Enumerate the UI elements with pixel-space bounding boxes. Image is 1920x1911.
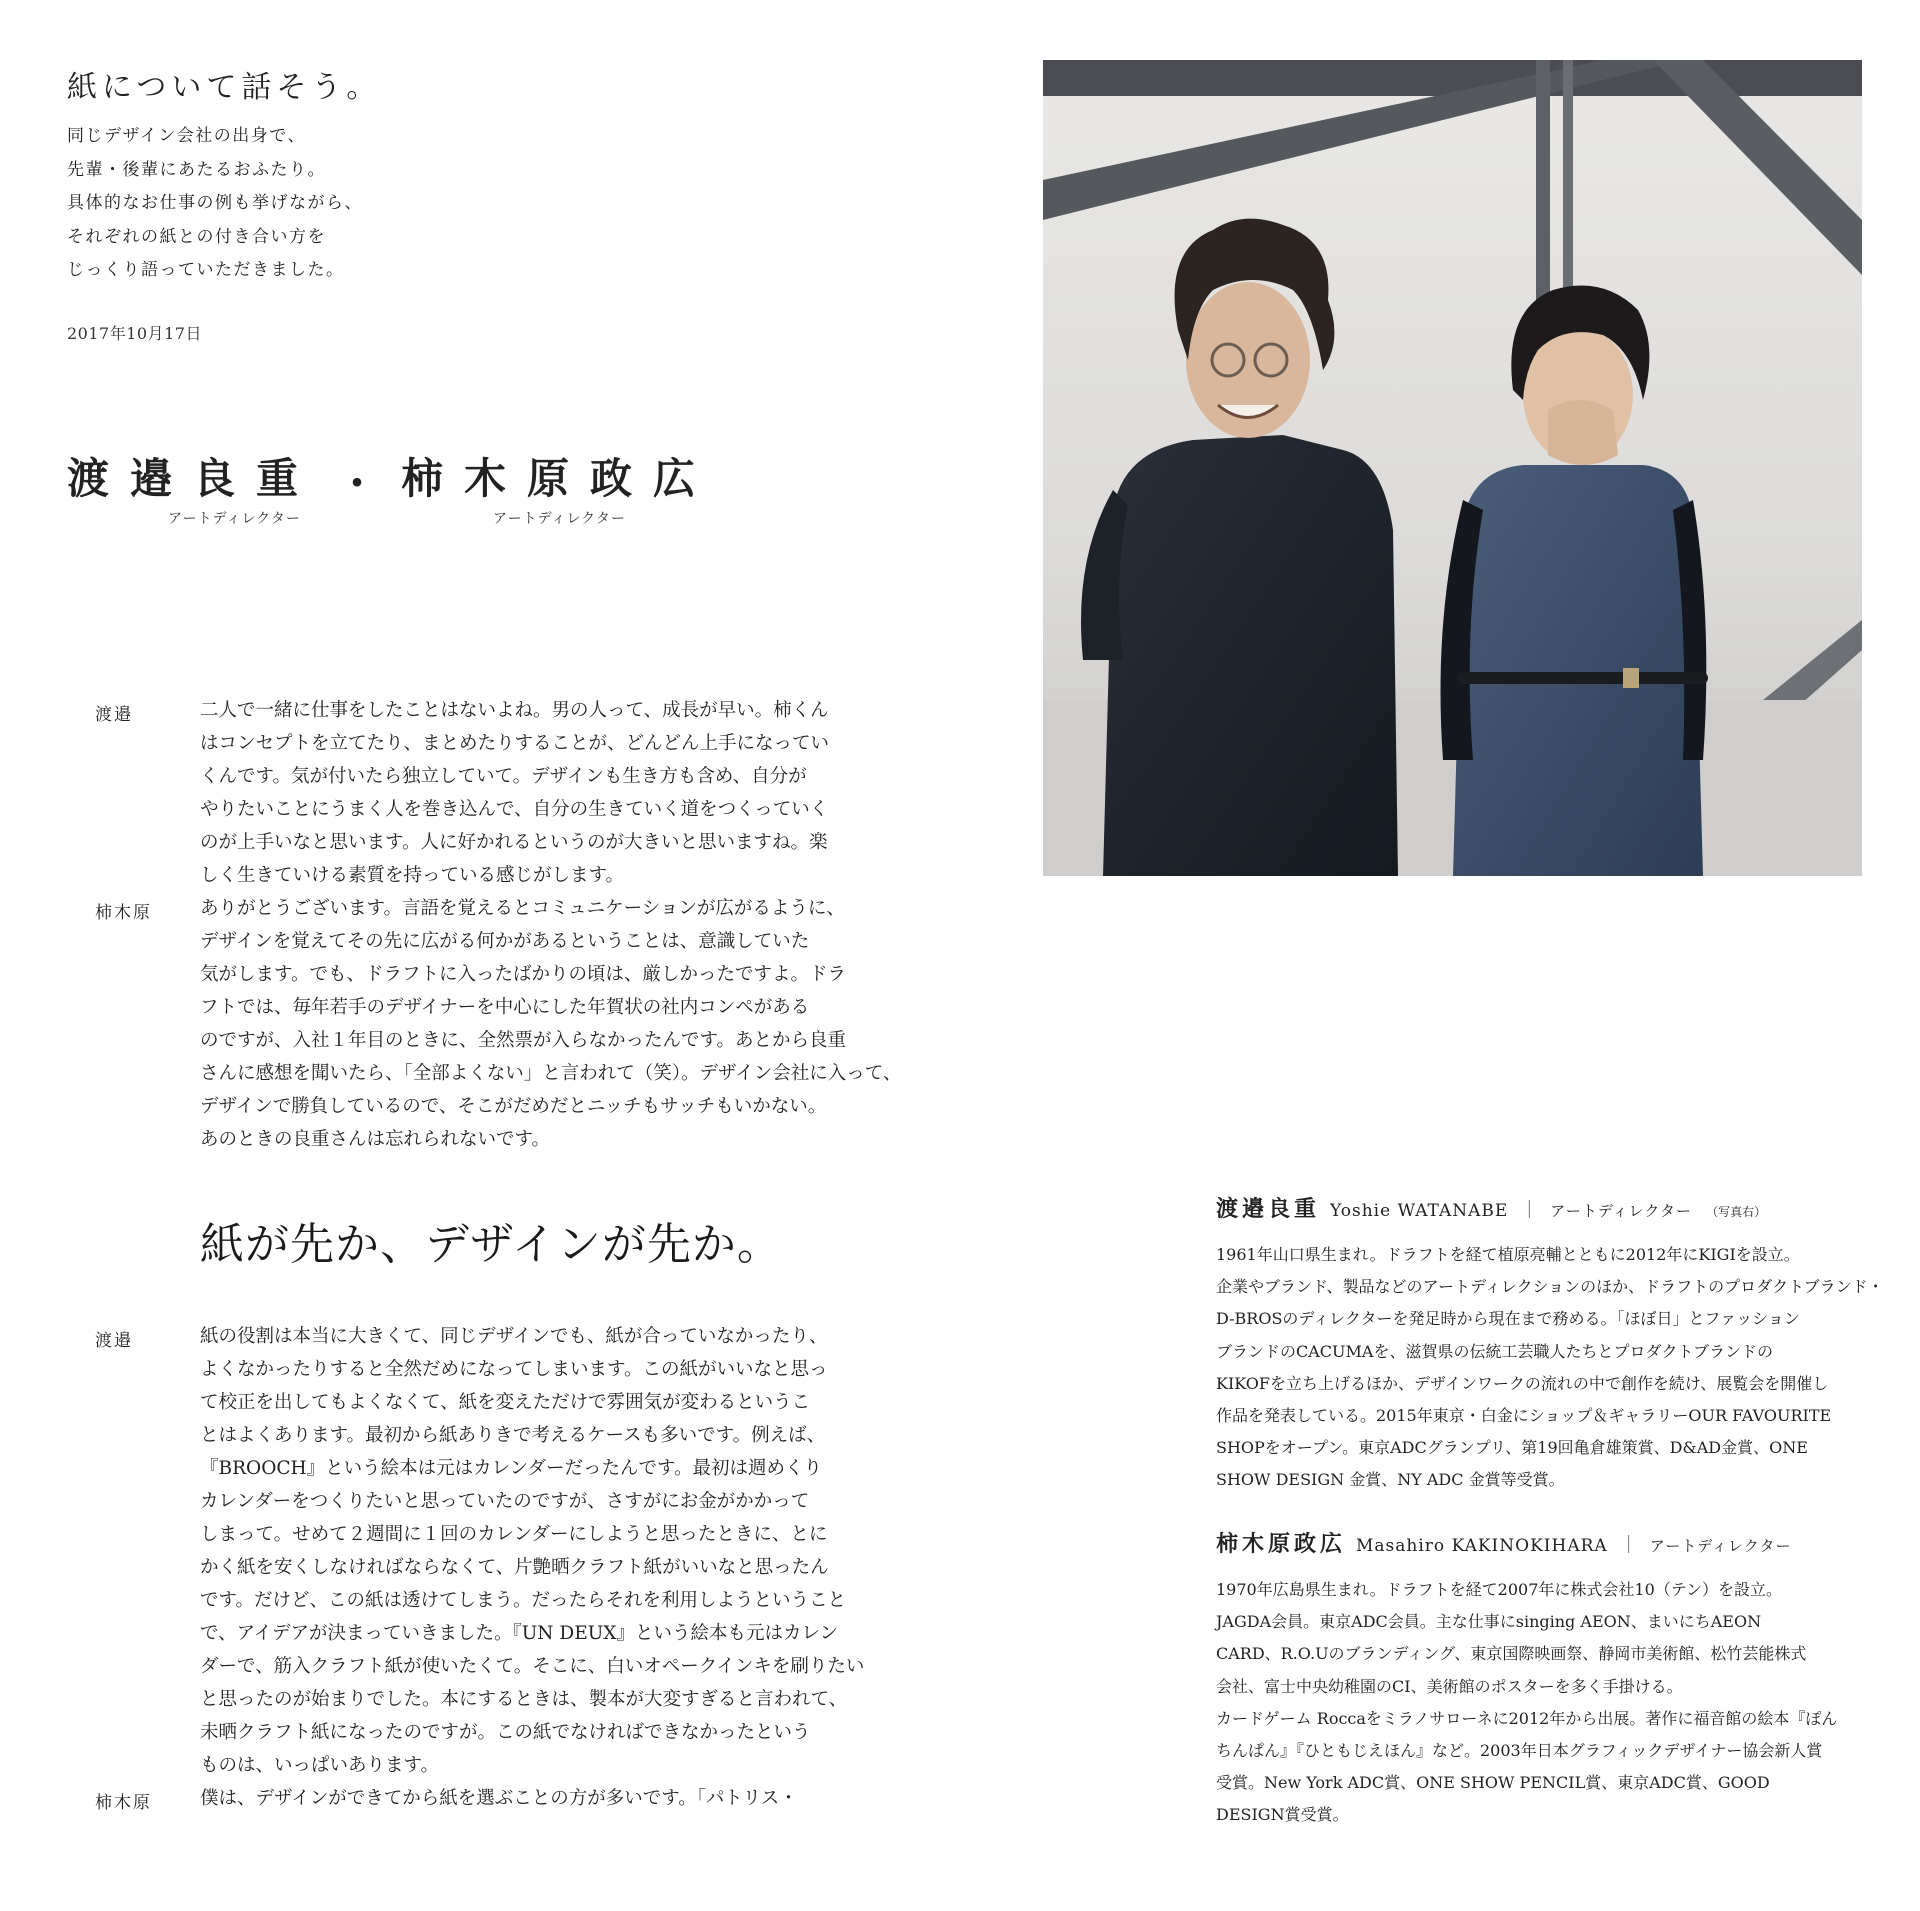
person-name: 柿木原政広 <box>401 454 717 503</box>
speech-line: 紙の役割は本当に大きくて、同じデザインでも、紙が合っていなかったり、 <box>200 1326 828 1347</box>
profile-role: アートディレクター <box>1649 1537 1792 1555</box>
bio-line: ちんぱん』『ひともじえほん』など。2003年日本グラフィックデザイナー協会新人賞 <box>1216 1741 1823 1761</box>
intro-line: それぞれの紙との付き合い方を <box>67 226 326 247</box>
profile-kakinokihara <box>1216 1527 1866 1832</box>
bio-line: D-BROSのディレクターを発足時から現在まで務める。「ほぼ日」とファッション <box>1216 1309 1800 1329</box>
speech-text <box>200 694 900 892</box>
person-right <box>401 446 717 527</box>
speech-line: やりたいことにうまく人を巻き込んで、自分の生きていく道をつくっていく <box>200 799 829 820</box>
speech-line: さんに感想を聞いたら、「全部よくない」と言われて（笑）。デザイン会社に入って、 <box>200 1063 902 1084</box>
profile-name-en: Masahiro KAKINOKIHARA <box>1356 1536 1608 1556</box>
profile-divider: ｜ <box>1619 1535 1638 1556</box>
speech-line: です。だけど、この紙は透けてしまう。だったらそれを利用しようということ <box>200 1590 847 1611</box>
bio-line: DESIGN賞受賞。 <box>1216 1805 1349 1825</box>
bio-line: JAGDA会員。東京ADC会員。主な仕事にsinging AEON、まいにちAEON <box>1216 1612 1762 1632</box>
speech-line: のが上手いなと思います。人に好かれるというのが大きいと思いますね。楽 <box>200 832 828 853</box>
speech-line: かく紙を安くしなければならなくて、片艶晒クラフト紙がいいなと思ったん <box>200 1557 829 1578</box>
speech-line: カレンダーをつくりたいと思っていたのですが、さすがにお金がかかって <box>200 1491 810 1512</box>
intro-text <box>67 120 363 288</box>
speech-line: ありがとうございます。言語を覚えるとコミュニケーションが広がるように、 <box>200 898 845 919</box>
bio-line: SHOW DESIGN 金賞、NY ADC 金賞等受賞。 <box>1216 1470 1565 1490</box>
speech-line: デザインを覚えてその先に広がる何かがあるということは、意識していた <box>200 931 810 952</box>
profile-bio <box>1216 1574 1866 1832</box>
publish-date: 2017年10月17日 <box>67 324 202 343</box>
bio-line: 1970年広島県生まれ。ドラフトを経て2007年に株式会社10（テン）を設立。 <box>1216 1580 1782 1599</box>
bio-line: CARD、R.O.Uのブランディング、東京国際映画祭、静岡市美術館、松竹芸能株式 <box>1216 1644 1807 1664</box>
intro-line: 先輩・後輩にあたるおふたり。 <box>67 159 326 180</box>
person-role: アートディレクター <box>168 511 301 527</box>
speech-line: フトでは、毎年若手のデザイナーを中心にした年賀状の社内コンペがある <box>200 997 810 1018</box>
speech-text <box>200 892 900 1156</box>
profile-divider: ｜ <box>1520 1200 1539 1221</box>
speech-line: はコンセプトを立てたり、まとめたりすることが、どんどん上手になってい <box>200 733 830 754</box>
bio-line: 企業やブランド、製品などのアートディレクションのほか、ドラフトのプロダクトブランド・ <box>1216 1277 1884 1297</box>
bio-line: SHOPをオープン。東京ADCグランプリ、第19回亀倉雄策賞、D&AD金賞、ONE <box>1216 1438 1808 1458</box>
series-title: 紙について話そう。 <box>67 70 382 105</box>
person-role: アートディレクター <box>493 511 626 527</box>
person-left <box>67 446 320 527</box>
profile-bio <box>1216 1239 1884 1497</box>
speech-line: で、アイデアが決まっていきました。『UN DEUX』という絵本も元はカレン <box>200 1623 839 1644</box>
portrait-photo <box>1043 60 1862 876</box>
speech-line: くんです。気が付いたら独立していて。デザインも生き方も含め、自分が <box>200 766 807 787</box>
bio-line: ブランドのCACUMAを、滋賀県の伝統工芸職人たちとプロダクトブランドの <box>1216 1341 1773 1361</box>
speech-line: しく生きていける素質を持っている感じがします。 <box>200 865 625 886</box>
bio-line: 作品を発表している。2015年東京・白金にショップ＆ギャラリーOUR FAVOURITE <box>1216 1406 1832 1426</box>
speech-line: とはよくあります。最初から紙ありきで考えるケースも多いです。例えば、 <box>200 1425 826 1446</box>
speaker-label: 渡邉 <box>95 705 133 725</box>
speech-line: デザインで勝負しているので、そこがだめだとニッチもサッチもいかない。 <box>200 1096 827 1117</box>
speech-text <box>200 1320 900 1782</box>
speech-line: よくなかったりすると全然だめになってしまいます。この紙がいいなと思っ <box>200 1359 828 1380</box>
speech-line: 未晒クラフト紙になったのですが。この紙でなければできなかったという <box>200 1722 811 1743</box>
bio-line: 会社、富士中央幼稚園のCI、美術館のポスターを多く手掛ける。 <box>1216 1676 1683 1696</box>
speech-line: 『BROOCH』という絵本は元はカレンダーだったんです。最初は週めくり <box>200 1458 822 1479</box>
speech-line: と思ったのが始まりでした。本にするときは、製本が大変すぎると言われて、 <box>200 1689 848 1710</box>
speech-line: ものは、いっぱいあります。 <box>200 1755 440 1776</box>
intro-line: じっくり語っていただきました。 <box>67 260 345 280</box>
speaker-label: 柿木原 <box>95 903 152 923</box>
speech-line: ダーで、筋入クラフト紙が使いたくて。そこに、白いオペークインキを刷りたい <box>200 1656 865 1677</box>
bio-line: KIKOFを立ち上げるほか、デザインワークの流れの中で創作を続け、展覧会を開催し <box>1216 1373 1829 1393</box>
bio-line: 受賞。New York ADC賞、ONE SHOW PENCIL賞、東京ADC賞、GOOD <box>1216 1773 1770 1793</box>
speech-line: 気がします。でも、ドラフトに入ったばかりの頃は、厳しかったですよ。ドラ <box>200 964 847 985</box>
speech-line: て校正を出してもよくなくて、紙を変えただけで雰囲気が変わるというこ <box>200 1392 811 1413</box>
profile-name-jp: 渡邉良重 <box>1216 1196 1321 1222</box>
profile-watanabe <box>1216 1192 1884 1497</box>
profile-role: アートディレクター <box>1550 1202 1693 1220</box>
speech-line: しまって。せめて２週間に１回のカレンダーにしようと思ったときに、とに <box>200 1524 828 1545</box>
profile-name-jp: 柿木原政広 <box>1216 1531 1347 1557</box>
speech-line: 僕は、デザインができてから紙を選ぶことの方が多いです。「パトリス・ <box>200 1788 798 1809</box>
bio-line: カードゲーム Roccaをミラノサローネに2012年から出展。著作に福音館の絵本『ぽん <box>1216 1708 1838 1728</box>
bio-line: 1961年山口県生まれ。ドラフトを経て植原亮輔とともに2012年にKIGIを設立。 <box>1216 1245 1800 1264</box>
speech-line: のですが、入社１年目のときに、全然票が入らなかったんです。あとから良重 <box>200 1030 847 1051</box>
profile-header <box>1216 1192 1866 1223</box>
speaker-label: 渡邉 <box>95 1331 133 1351</box>
intro-line: 同じデザイン会社の出身で、 <box>67 126 306 146</box>
speech-line: あのときの良重さんは忘れられないです。 <box>200 1129 551 1150</box>
profile-name-en: Yoshie WATANABE <box>1330 1201 1509 1221</box>
speech-line: 二人で一緒に仕事をしたことはないよね。男の人って、成長が早い。柿くん <box>200 700 829 721</box>
photo-position-note: （写真右） <box>1706 1205 1767 1219</box>
section-heading: 紙が先か、デザインが先か。 <box>200 1219 782 1270</box>
speech-text <box>200 1782 900 1815</box>
speaker-label: 柿木原 <box>95 1793 152 1813</box>
profile-header <box>1216 1527 1866 1558</box>
intro-line: 具体的なお仕事の例も挙げながら、 <box>67 193 363 213</box>
name-separator: ・ <box>337 460 377 507</box>
person-name: 渡邉良重 <box>67 454 320 503</box>
